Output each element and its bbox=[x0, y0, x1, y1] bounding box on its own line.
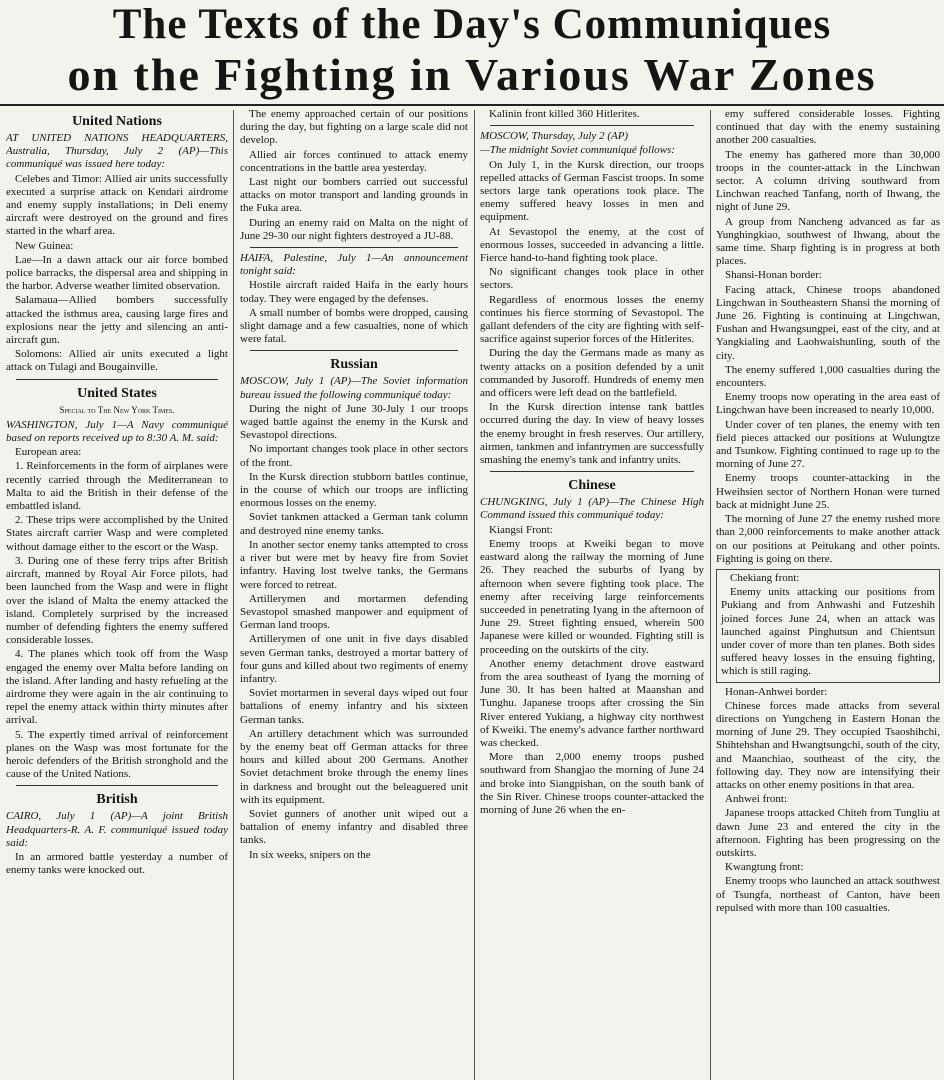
paragraph: During the day the Germans made as many as twenty attacks on a position defended by a unit commanded by Jusoroff. Hundreds of enemy men and officers were left dead on the battlefield. bbox=[480, 347, 704, 400]
section-heading-united-states: United States bbox=[77, 385, 157, 401]
paragraph: Under cover of ten planes, the enemy with ten field pieces attacked our positions at Wulungtze and Tsunkow. Fighting continued to rage up to the morning of June 27. bbox=[716, 418, 940, 471]
paragraph: Kalinin front killed 360 Hitlerites. bbox=[489, 108, 640, 120]
paragraph: Solomons: Allied air units executed a light attack on Tulagi and Bougainville. bbox=[6, 348, 228, 374]
paragraph: Artillerymen of one unit in five days disabled seven German tanks, destroyed a mortar battery of four guns and killed about two regiments of enemy infantry. bbox=[240, 633, 468, 685]
section-heading-chinese: Chinese bbox=[568, 478, 616, 494]
paragraph: European area: bbox=[15, 446, 82, 459]
paragraph: The enemy suffered 1,000 casualties during the encounters. bbox=[716, 363, 940, 390]
paragraph: Soviet gunners of another unit wiped out a battalion of enemy infantry and disabled three tanks. bbox=[240, 807, 468, 847]
paragraph: Salamaua—Allied bombers successfully attacked the isthmus area, causing large fires and explosions near the jetty and silencing an anti-aircraft gun. bbox=[6, 294, 228, 347]
paragraph: Shansi-Honan border: bbox=[725, 269, 822, 282]
dateline-intro: —The midnight Soviet communiqué follows: bbox=[480, 144, 675, 157]
paragraph: In the Kursk direction stubborn battles continue, in the course of which our troops are inflicting enormous losses on the enemy. bbox=[240, 470, 468, 510]
paragraph: In an armored battle yesterday a number of enemy tanks were knocked out. bbox=[6, 850, 228, 877]
byline-credit: Special to The New York Times. bbox=[59, 404, 175, 415]
paragraph: Chekiang front: bbox=[730, 571, 800, 584]
headline-rule bbox=[0, 104, 944, 106]
paragraph: Enemy troops counter-attacking in the Hweihsien sector of Northern Honan were turned back at midnight June 25. bbox=[716, 472, 940, 511]
paragraph: Kwangtung front: bbox=[725, 861, 804, 874]
paragraph: 5. The expertly timed arrival of reinforcement planes on the Wasp was most fortunate for the heroic defenders of the British stronghold and the cause of the United Nations. bbox=[6, 728, 228, 781]
column-divider bbox=[233, 110, 234, 1080]
paragraph: 4. The planes which took off from the Wasp engaged the enemy over Malta before landing on the island. After landing and hasty refueling at the airdrome they were again in the air continuing to repel the enemy attack within thirty minutes after arrival. bbox=[6, 648, 228, 727]
dateline: CAIRO, July 1 (AP)—A joint British Headquarters-R. A. F. communiqué issued today said: bbox=[6, 810, 228, 849]
paragraph: During the night of June 30-July 1 our troops waged battle against the enemy in the Kursk and Sevastopol directions. bbox=[240, 402, 468, 442]
paragraph: New Guinea: bbox=[15, 239, 74, 252]
headline-line-2: on the Fighting in Various War Zones bbox=[67, 49, 877, 100]
paragraph: Lae—In a dawn attack our air force bombed police barracks, the dispersal area and shipping in the harbor. Adverse weather limited observation. bbox=[6, 253, 228, 293]
paragraph: Allied air forces continued to attack enemy concentrations in the battle area yesterday. bbox=[240, 148, 468, 174]
column-3 bbox=[480, 108, 704, 1080]
paragraph: Hostile aircraft raided Haifa in the early hours today. They were engaged by the defenses. bbox=[240, 279, 468, 305]
paragraph: Enemy troops who launched an attack southwest of Tsungfa, northeast of Canton, have been repulsed with more than 100 casualties. bbox=[716, 875, 940, 914]
column-divider bbox=[474, 110, 475, 1080]
column-divider bbox=[710, 110, 711, 1080]
paragraph: 3. During one of these ferry trips after British aircraft, manned by Royal Air Force pilots, had been launched from the Wasp and were in flight over the island of Malta the enemy attacked the island. Completely surprised by the increased number of defending fighters the enemy suffered considerable losses. bbox=[6, 554, 228, 647]
paragraph: Chinese forces made attacks from several directions on Yungcheng in Eastern Honan the morning of June 29. They occupied Tsaoshihchi, Shihtehshan and Hwangtsungchi, south of the city, and Maanchiao, southeast of the city, the following day. They now are intensifying their attacks on other enemy positions in that area. bbox=[716, 699, 940, 791]
headline bbox=[0, 0, 944, 104]
section-rule bbox=[16, 785, 218, 786]
section-heading-british: British bbox=[96, 792, 138, 808]
paragraph: On July 1, in the Kursk direction, our troops repelled attacks of German Fascist troops. In some sectors large tank operations took place. The enemy suffered heavy losses in men and equipment. bbox=[480, 158, 704, 224]
paragraph: More than 2,000 enemy troops pushed southward from Shangjao the morning of June 24 and broke into Siangpishan, on the south bank of the Sin River. Chinese troops counter-attacked the morning of June 26 when the en- bbox=[480, 751, 704, 816]
headline-line-1: The Texts of the Day's Communiques bbox=[112, 1, 832, 48]
dateline: CHUNGKING, July 1 (AP)—The Chinese High Command issued this communiqué today: bbox=[480, 496, 704, 522]
paragraph: Kiangsi Front: bbox=[489, 523, 553, 536]
paragraph: Regardless of enormous losses the enemy continues his fierce storming of Sevastopol. The gallant defenders of the city are fighting with self-sacrifice against superior forces of the Hitlerites. bbox=[480, 293, 704, 346]
section-rule bbox=[16, 379, 218, 380]
paragraph: No significant changes took place in other sectors. bbox=[480, 266, 704, 292]
column-4 bbox=[716, 108, 940, 1080]
paragraph: The morning of June 27 the enemy rushed more than 2,000 reinforcements to make another attack on our positions at Peitukang and other points. Fighting is going on there. bbox=[716, 513, 940, 565]
column-2 bbox=[240, 108, 468, 1080]
paragraph: Japanese troops attacked Chiteh from Tungliu at dawn June 23 and entered the city in the afternoon. Fighting has been progressing on the outskirts. bbox=[716, 807, 940, 859]
paragraph: emy suffered considerable losses. Fighting continued that day with the enemy sustaining another 200 casualties. bbox=[716, 108, 940, 147]
dateline: MOSCOW, Thursday, July 2 (AP) bbox=[480, 130, 629, 143]
paragraph: Artillerymen and mortarmen defending Sevastopol smashed manpower and equipment of German land troops. bbox=[240, 592, 468, 632]
paragraph: Anhwei front: bbox=[725, 793, 788, 806]
paragraph: Soviet mortarmen in several days wiped out four battalions of enemy infantry and his sixteen German tanks. bbox=[240, 687, 468, 726]
section-rule bbox=[490, 471, 694, 472]
paragraph: Last night our bombers carried out successful attacks on motor transport and landing grounds in the Fuka area. bbox=[240, 176, 468, 215]
boxed-section bbox=[716, 569, 940, 683]
paragraph: Facing attack, Chinese troops abandoned Lingchwan in Southeastern Shansi the morning of June 26. Fighting is continuing at Lingchwan, Fushan and Hwangsungpei, east of the city, and at Yangkialing and Laohwaishunling, south of the city. bbox=[716, 283, 940, 362]
dateline: HAIFA, Palestine, July 1—An announcement tonight said: bbox=[240, 252, 468, 278]
paragraph: 2. These trips were accomplished by the United States aircraft carrier Wasp and were completed without damage either to the escort or the Wasp. bbox=[6, 514, 228, 553]
section-heading-russian: Russian bbox=[330, 357, 378, 373]
paragraph: During an enemy raid on Malta on the night of June 29-30 our night fighters destroyed a JU-88. bbox=[240, 216, 468, 242]
paragraph: 1. Reinforcements in the form of airplanes were recently carried through the Mediterranean to Malta to aid the British in their defense of the embattled island. bbox=[6, 460, 228, 513]
dateline: AT UNITED NATIONS HEADQUARTERS, Australia, Thursday, July 2 (AP)—This communiqué was issued here today: bbox=[6, 132, 228, 171]
paragraph: At Sevastopol the enemy, at the cost of enormous losses, succeeded in advancing a little. Fierce hand-to-hand fighting took place. bbox=[480, 225, 704, 265]
section-heading-united-nations: United Nations bbox=[72, 114, 162, 129]
paragraph: In the Kursk direction intense tank battles occurred during the day. In view of heavy losses the enemy brought in fresh reserves. Our artillery, airmen, tankmen and infantrymen are successfully smashing the enemy's tank and infantry units. bbox=[480, 401, 704, 467]
paragraph: Enemy troops at Kweiki began to move eastward along the railway the morning of June 26. They reached the suburbs of Iyang by afternoon when severe fighting took place. The enemy after receiving large reinforcements succeeded in penetrating Iyang in the afternoon of June 29. Street fighting ensued, wherein 500 Japanese were killed or wounded. Fighting still is proceeding on the outskirts of the city. bbox=[480, 537, 704, 656]
paragraph: In another sector enemy tanks attempted to cross a river but were met by heavy fire from Soviet infantry. Having lost twelve tanks, the Germans were forced to retreat. bbox=[240, 538, 468, 591]
paragraph: No important changes took place in other sectors of the front. bbox=[240, 443, 468, 469]
paragraph: Honan-Anhwei border: bbox=[725, 685, 828, 698]
section-rule bbox=[490, 125, 694, 126]
dateline: WASHINGTON, July 1—A Navy communiqué based on reports received up to 8:30 A. M. said: bbox=[6, 418, 228, 445]
paragraph: Another enemy detachment drove eastward from the area southeast of Iyang the morning of June 30. It has been halted at Maanshan and Tunghu. Japanese troops after crossing the Sin River entered Yukiang, a highway city northwest of Kweiki. The enemy's advance farther northward was checked. bbox=[480, 657, 704, 749]
paragraph: A small number of bombs were dropped, causing slight damage and a few casualties, none of which were fatal. bbox=[240, 306, 468, 346]
paragraph: Enemy units attacking our positions from Pukiang and from Anhwashi and Futzeshih joined forces June 24, when an attack was launched against Pinghutsun and Chientsun under cover of more than ten planes. Both sides suffered heavy losses in the ensuing fighting, which is still raging. bbox=[721, 586, 935, 678]
column-1 bbox=[6, 108, 228, 1080]
section-rule bbox=[250, 247, 458, 248]
dateline: MOSCOW, July 1 (AP)—The Soviet information bureau issued the following communiqué today: bbox=[240, 375, 468, 401]
paragraph: Enemy troops now operating in the area east of Lingchwan have been increased to nearly 10,000. bbox=[716, 391, 940, 417]
paragraph: The enemy approached certain of our positions during the day, but fighting on a large scale did not develop. bbox=[240, 108, 468, 147]
paragraph: A group from Nancheng advanced as far as Yunghingkiao, southwest of Ihwang, about the same time. Sharp fighting is in progress at both places. bbox=[716, 215, 940, 268]
paragraph: Celebes and Timor: Allied air units successfully executed a surprise attack on Kendari airdrome and enemy supply installations; in Deli enemy aircraft were destroyed on the ground and fires started in the wharf area. bbox=[6, 172, 228, 238]
section-rule bbox=[250, 350, 458, 351]
paragraph: The enemy has gathered more than 30,000 troops in the counter-attack in the Linchwan sector. A column driving southward from Linchwan reached Tanfang, north of Ihwang, the night of June 29. bbox=[716, 148, 940, 214]
paragraph: Soviet tankmen attacked a German tank column and destroyed nine enemy tanks. bbox=[240, 511, 468, 537]
paragraph: In six weeks, snipers on the bbox=[249, 848, 371, 861]
paragraph: An artillery detachment which was surrounded by the enemy beat off German attacks for three hours and killed about 200 Germans. Another Soviet detachment broke through the enemy lines in darkness and brought out the beleaguered unit with its equipment. bbox=[240, 727, 468, 806]
